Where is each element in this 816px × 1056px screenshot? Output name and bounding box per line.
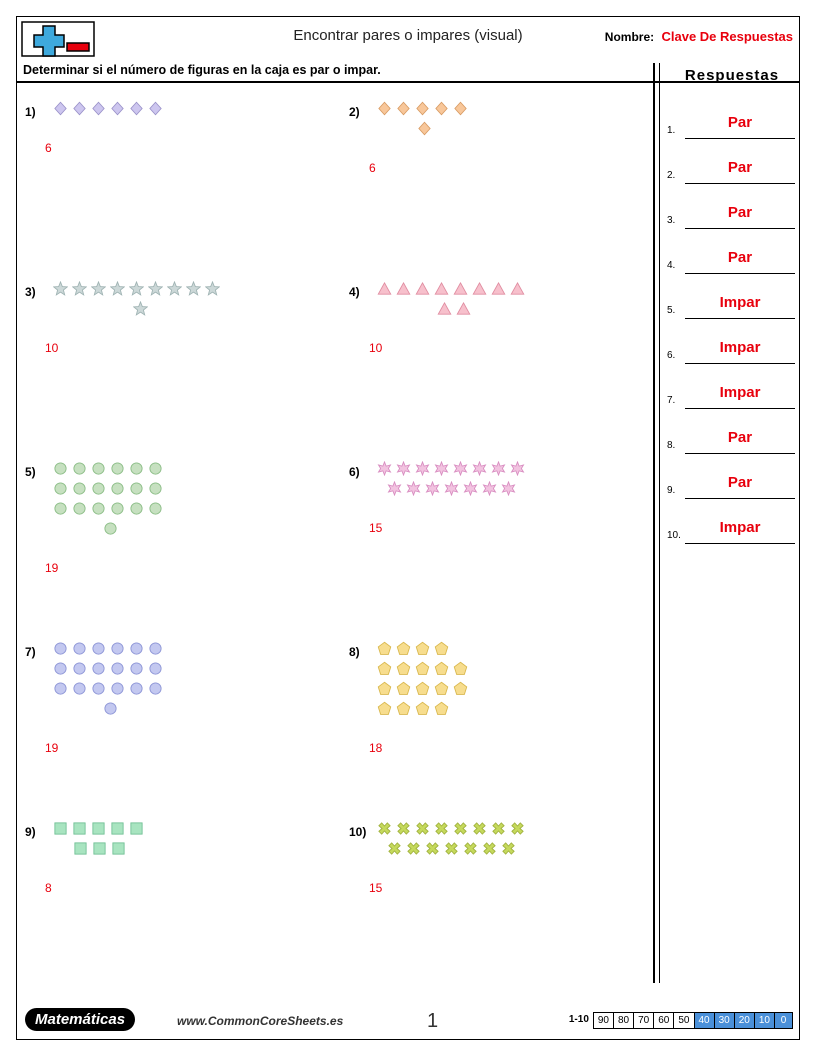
pentagon-icon <box>377 701 392 722</box>
cross-icon <box>406 841 421 862</box>
triangle-icon <box>456 301 471 322</box>
star-icon <box>91 281 106 302</box>
diamond-icon <box>417 121 432 142</box>
shape-group <box>53 641 318 721</box>
answer-key-row <box>667 94 797 139</box>
answer-key-blank[interactable] <box>685 154 795 184</box>
grading-scale-cell: 30 <box>714 1012 734 1029</box>
triangle-icon <box>453 281 468 302</box>
circle-icon <box>91 681 106 702</box>
grading-scale-cells <box>593 1012 793 1029</box>
answer-key-number: 8. <box>667 440 676 451</box>
worksheet-page <box>16 16 800 1040</box>
star-icon <box>129 281 144 302</box>
answer-key-value: Impar <box>719 339 761 356</box>
pentagon-icon <box>415 681 430 702</box>
cross-icon <box>501 841 516 862</box>
star6-icon <box>491 461 506 482</box>
grading-scale-cell: 50 <box>673 1012 693 1029</box>
shape-row <box>377 641 642 661</box>
shape-row <box>377 101 642 121</box>
star6-icon <box>406 481 421 502</box>
shape-row <box>377 661 642 681</box>
shape-row <box>377 121 642 141</box>
answer-key-row <box>667 274 797 319</box>
site-url: www.CommonCoreSheets.es <box>177 1014 344 1028</box>
star-icon <box>205 281 220 302</box>
triangle-icon <box>415 281 430 302</box>
star6-icon <box>415 461 430 482</box>
pentagon-icon <box>415 641 430 662</box>
pentagon-icon <box>434 701 449 722</box>
answer-key-blank[interactable] <box>685 424 795 454</box>
problem-answer: 19 <box>45 741 59 755</box>
answer-key-value: Impar <box>719 294 761 311</box>
worksheet-header <box>17 17 799 61</box>
shape-group <box>377 821 642 861</box>
answer-column-divider-outer <box>653 63 655 983</box>
grading-scale-cell: 90 <box>593 1012 613 1029</box>
circle-icon <box>53 461 68 482</box>
answer-key-number: 5. <box>667 305 676 316</box>
cross-icon <box>377 821 392 842</box>
circle-icon <box>129 481 144 502</box>
shape-group <box>53 101 318 121</box>
pentagon-icon <box>453 681 468 702</box>
triangle-icon <box>510 281 525 302</box>
shape-row <box>53 281 318 301</box>
shape-row <box>53 641 318 661</box>
pentagon-icon <box>396 701 411 722</box>
triangle-icon <box>434 281 449 302</box>
diamond-icon <box>377 101 392 122</box>
square-icon <box>92 841 107 862</box>
shape-row <box>53 841 318 861</box>
star-icon <box>133 301 148 322</box>
circle-icon <box>148 461 163 482</box>
circle-icon <box>110 661 125 682</box>
answer-key-number: 2. <box>667 170 676 181</box>
star6-icon <box>387 481 402 502</box>
diamond-icon <box>415 101 430 122</box>
problem-number: 8) <box>349 645 360 659</box>
star-icon <box>53 281 68 302</box>
problem-number: 10) <box>349 825 367 839</box>
instructions: Determinar si el número de figuras en la caja es par o impar. <box>23 63 381 77</box>
answer-key-number: 3. <box>667 215 676 226</box>
cross-icon <box>482 841 497 862</box>
page-title: Encontrar pares o impares (visual) <box>293 27 523 44</box>
diamond-icon <box>110 101 125 122</box>
answer-key-number: 9. <box>667 485 676 496</box>
answer-key-blank[interactable] <box>685 289 795 319</box>
pentagon-icon <box>377 681 392 702</box>
circle-icon <box>72 481 87 502</box>
cross-icon <box>472 821 487 842</box>
answer-key <box>667 67 797 544</box>
answer-key-blank[interactable] <box>685 244 795 274</box>
cross-icon <box>434 821 449 842</box>
cross-icon <box>510 821 525 842</box>
shape-row <box>53 821 318 841</box>
answer-key-value: Par <box>727 159 753 176</box>
grading-scale-cell: 80 <box>613 1012 633 1029</box>
pentagon-icon <box>396 661 411 682</box>
star6-icon <box>377 461 392 482</box>
answer-key-row <box>667 184 797 229</box>
triangle-icon <box>377 281 392 302</box>
answer-key-blank[interactable] <box>685 334 795 364</box>
star-icon <box>148 281 163 302</box>
cross-icon <box>396 821 411 842</box>
name-value: Clave De Respuestas <box>661 29 793 44</box>
shape-row <box>377 461 642 481</box>
star6-icon <box>396 461 411 482</box>
pentagon-icon <box>396 641 411 662</box>
answer-key-value: Impar <box>719 384 761 401</box>
circle-icon <box>110 481 125 502</box>
shape-row <box>53 461 318 481</box>
star-icon <box>110 281 125 302</box>
circle-icon <box>129 661 144 682</box>
circle-icon <box>53 641 68 662</box>
circle-icon <box>91 501 106 522</box>
diamond-icon <box>148 101 163 122</box>
square-icon <box>91 821 106 842</box>
answer-key-number: 4. <box>667 260 676 271</box>
pentagon-icon <box>377 641 392 662</box>
star-icon <box>72 281 87 302</box>
circle-icon <box>148 641 163 662</box>
triangle-icon <box>396 281 411 302</box>
grading-scale <box>565 1012 793 1029</box>
circle-icon <box>110 461 125 482</box>
diamond-icon <box>453 101 468 122</box>
circle-icon <box>72 681 87 702</box>
star6-icon <box>425 481 440 502</box>
pentagon-icon <box>377 661 392 682</box>
shape-group <box>53 821 318 861</box>
shape-group <box>377 641 642 721</box>
circle-icon <box>110 501 125 522</box>
pentagon-icon <box>434 641 449 662</box>
circle-icon <box>148 661 163 682</box>
problem-number: 9) <box>25 825 36 839</box>
problem-number: 1) <box>25 105 36 119</box>
shape-row <box>53 481 318 501</box>
circle-icon <box>72 501 87 522</box>
star6-icon <box>472 461 487 482</box>
answer-key-row <box>667 319 797 364</box>
shape-group <box>377 101 642 141</box>
grading-scale-cell: 20 <box>734 1012 754 1029</box>
answer-key-row <box>667 139 797 184</box>
pentagon-icon <box>434 661 449 682</box>
diamond-icon <box>396 101 411 122</box>
shape-row <box>377 481 642 501</box>
circle-icon <box>72 641 87 662</box>
grading-scale-cell: 0 <box>774 1012 793 1029</box>
answer-key-number: 7. <box>667 395 676 406</box>
grading-scale-cell: 40 <box>694 1012 714 1029</box>
shape-group <box>53 461 318 541</box>
triangle-icon <box>491 281 506 302</box>
grading-scale-cell: 70 <box>633 1012 653 1029</box>
diamond-icon <box>129 101 144 122</box>
name-label: Nombre: <box>604 30 655 44</box>
answer-key-row <box>667 229 797 274</box>
shape-row <box>377 841 642 861</box>
triangle-icon <box>437 301 452 322</box>
circle-icon <box>53 501 68 522</box>
answer-key-blank[interactable] <box>685 379 795 409</box>
cross-icon <box>415 821 430 842</box>
cross-icon <box>425 841 440 862</box>
square-icon <box>53 821 68 842</box>
problem-answer: 19 <box>45 561 59 575</box>
problem-answer: 10 <box>369 341 383 355</box>
circle-icon <box>103 521 118 542</box>
cross-icon <box>463 841 478 862</box>
square-icon <box>110 821 125 842</box>
shape-group <box>377 461 642 501</box>
circle-icon <box>148 501 163 522</box>
name-field <box>605 29 793 44</box>
shape-row <box>53 521 318 541</box>
shape-group <box>53 281 318 321</box>
problem-number: 3) <box>25 285 36 299</box>
pentagon-icon <box>415 661 430 682</box>
star6-icon <box>444 481 459 502</box>
circle-icon <box>91 481 106 502</box>
answer-key-list <box>667 94 797 544</box>
square-icon <box>72 821 87 842</box>
pentagon-icon <box>434 681 449 702</box>
shape-row <box>377 821 642 841</box>
answer-key-title: Respuestas <box>684 67 780 84</box>
circle-icon <box>110 641 125 662</box>
star6-icon <box>510 461 525 482</box>
circle-icon <box>91 641 106 662</box>
answer-key-value: Par <box>727 204 753 221</box>
star6-icon <box>453 461 468 482</box>
square-icon <box>129 821 144 842</box>
problem-answer: 10 <box>45 341 59 355</box>
star6-icon <box>482 481 497 502</box>
triangle-icon <box>472 281 487 302</box>
answer-key-row <box>667 364 797 409</box>
pentagon-icon <box>453 661 468 682</box>
shape-row <box>377 281 642 301</box>
star6-icon <box>501 481 516 502</box>
circle-icon <box>72 461 87 482</box>
circle-icon <box>53 681 68 702</box>
problem-answer: 8 <box>45 881 52 895</box>
problem-number: 4) <box>349 285 360 299</box>
answer-key-value: Par <box>727 249 753 266</box>
circle-icon <box>91 661 106 682</box>
problem-number: 6) <box>349 465 360 479</box>
problem-answer: 18 <box>369 741 383 755</box>
problem-answer: 6 <box>45 141 52 155</box>
circle-icon <box>91 461 106 482</box>
worksheet-footer <box>17 983 799 1039</box>
shape-row <box>53 701 318 721</box>
diamond-icon <box>72 101 87 122</box>
cross-icon <box>491 821 506 842</box>
problem-answer: 6 <box>369 161 376 175</box>
grading-scale-label: 1-10 <box>568 1014 589 1025</box>
pentagon-icon <box>415 701 430 722</box>
circle-icon <box>129 641 144 662</box>
circle-icon <box>72 661 87 682</box>
star-icon <box>186 281 201 302</box>
shape-row <box>53 101 318 121</box>
answer-key-number: 1. <box>667 125 676 136</box>
answer-key-value: Impar <box>719 519 761 536</box>
page-number: 1 <box>427 1010 439 1032</box>
answer-key-value: Par <box>727 474 753 491</box>
pentagon-icon <box>396 681 411 702</box>
answer-key-row <box>667 454 797 499</box>
answer-key-blank[interactable] <box>685 469 795 499</box>
diamond-icon <box>434 101 449 122</box>
square-icon <box>111 841 126 862</box>
shape-group <box>377 281 642 321</box>
star6-icon <box>463 481 478 502</box>
shape-row <box>377 301 642 321</box>
diamond-icon <box>91 101 106 122</box>
star6-icon <box>434 461 449 482</box>
shape-row <box>53 661 318 681</box>
problem-number: 5) <box>25 465 36 479</box>
shape-row <box>377 701 642 721</box>
answer-key-blank[interactable] <box>685 514 795 544</box>
circle-icon <box>53 481 68 502</box>
problem-number: 7) <box>25 645 36 659</box>
circle-icon <box>148 481 163 502</box>
cross-icon <box>444 841 459 862</box>
grading-scale-cell: 60 <box>653 1012 673 1029</box>
cross-icon <box>387 841 402 862</box>
star-icon <box>167 281 182 302</box>
answer-key-blank[interactable] <box>685 199 795 229</box>
shape-row <box>53 681 318 701</box>
answer-key-row <box>667 409 797 454</box>
answer-key-value: Par <box>727 429 753 446</box>
square-icon <box>73 841 88 862</box>
shape-row <box>377 681 642 701</box>
answer-key-row <box>667 499 797 544</box>
circle-icon <box>129 461 144 482</box>
circle-icon <box>129 501 144 522</box>
circle-icon <box>129 681 144 702</box>
brand-badge: Matemáticas <box>25 1008 135 1031</box>
problem-answer: 15 <box>369 881 383 895</box>
problem-answer: 15 <box>369 521 383 535</box>
circle-icon <box>148 681 163 702</box>
shape-row <box>53 301 318 321</box>
answer-key-number: 10. <box>667 530 681 541</box>
answer-key-number: 6. <box>667 350 676 361</box>
circle-icon <box>103 701 118 722</box>
cross-icon <box>453 821 468 842</box>
answer-column-divider-inner <box>659 63 660 983</box>
circle-icon <box>110 681 125 702</box>
grading-scale-cell: 10 <box>754 1012 774 1029</box>
circle-icon <box>53 661 68 682</box>
answer-key-value: Par <box>727 114 753 131</box>
diamond-icon <box>53 101 68 122</box>
problem-number: 2) <box>349 105 360 119</box>
answer-key-blank[interactable] <box>685 109 795 139</box>
problems-area <box>17 87 653 967</box>
shape-row <box>53 501 318 521</box>
